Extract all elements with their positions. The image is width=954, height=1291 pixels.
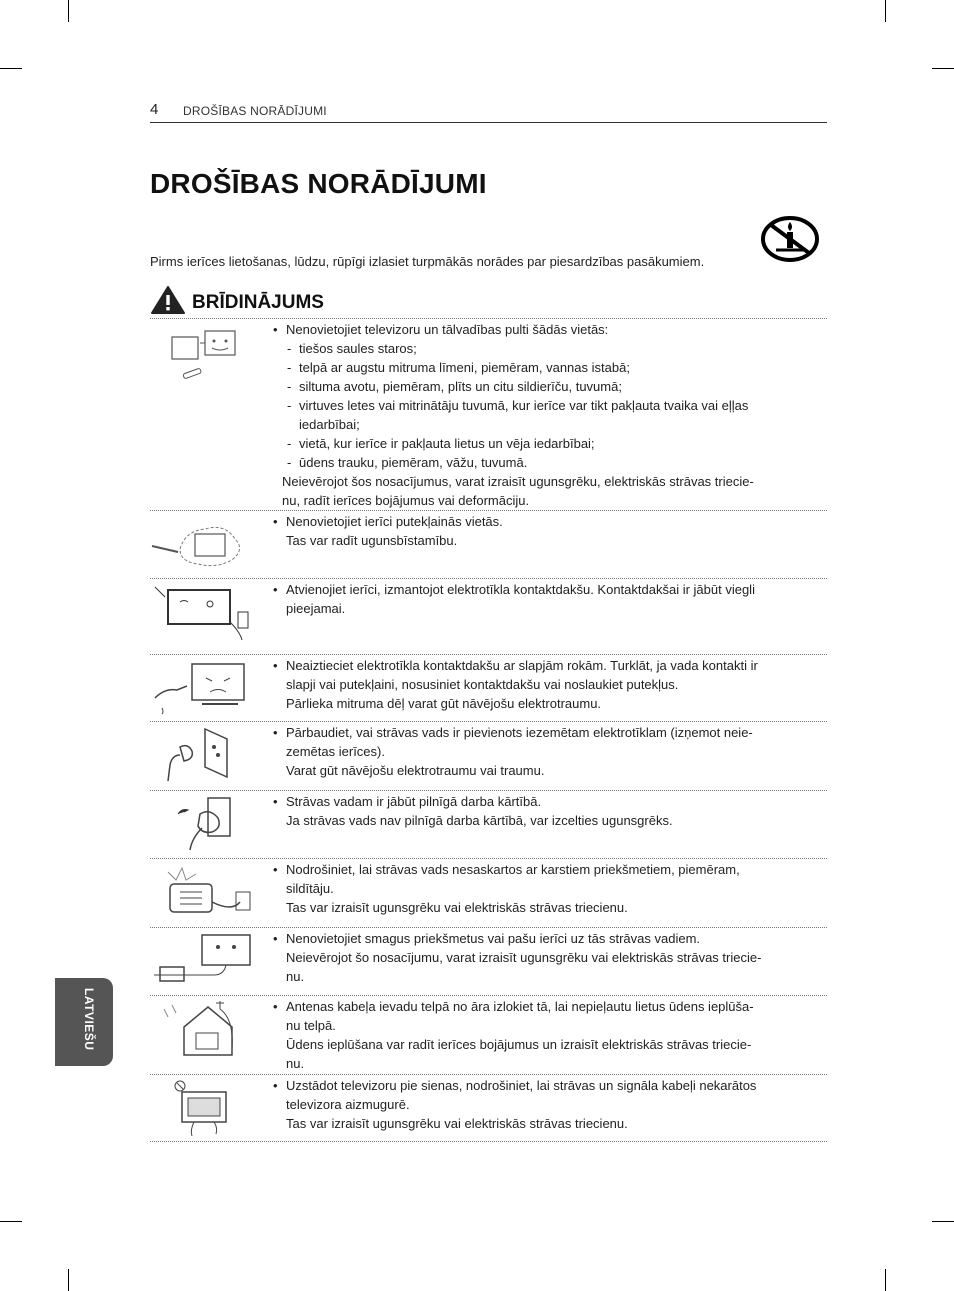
sub-item: - ūdens trauku, piemēram, vāžu, tuvumā.	[272, 453, 807, 472]
detail-text: Varat gūt nāvējošu elektrotraumu vai traumu.	[286, 763, 545, 778]
wet-hands-illustration	[150, 658, 260, 718]
list-item	[150, 579, 827, 655]
power-cord-condition-illustration	[150, 794, 260, 854]
antenna-cable-illustration	[150, 999, 260, 1059]
warning-list	[150, 318, 827, 1142]
detail-text: slapji vai putekļaini, nosusiniet kontaktdakšu vai noslaukiet putekļus.	[286, 677, 679, 692]
detail-text: Ūdens ieplūšana var radīt ierīces bojājumus un izraisīt elektriskās strāvas triecie-	[286, 1037, 752, 1052]
sub-item: - virtuves letes vai mitrinātāju tuvumā, kur ierīce var tikt pakļauta tvaika vai eļļas	[272, 396, 807, 415]
grounded-outlet-illustration	[150, 725, 260, 785]
crop-mark	[885, 1269, 886, 1291]
detail-text: Neievērojot šo nosacījumu, varat izraisīt ugunsgrēku vai elektriskās strāvas triecie-	[286, 950, 762, 965]
detail-text: nu telpā.	[286, 1018, 336, 1033]
bullet-text: • Nenovietojiet ierīci putekļainās vietās.	[272, 512, 807, 531]
crop-mark	[0, 1221, 22, 1222]
bullet-text: • Nodrošiniet, lai strāvas vads nesaskartos ar karstiem priekšmetiem, piemēram,	[272, 860, 807, 879]
warning-label: BRĪDINĀJUMS	[192, 292, 324, 313]
detail-text: Tas var radīt ugunsbīstamību.	[286, 533, 458, 548]
detail-text: Pārlieka mitruma dēļ varat gūt nāvējošu elektrotraumu.	[286, 696, 602, 711]
note-text: nu, radīt ierīces bojājumus vai deformāciju.	[282, 493, 530, 508]
unplug-illustration	[150, 582, 260, 642]
detail-text: sildītāju.	[286, 881, 334, 896]
sub-item: - tiešos saules staros;	[272, 339, 807, 358]
list-item	[150, 1075, 827, 1142]
page-number: 4	[150, 101, 159, 118]
sub-item: - telpā ar augstu mitruma līmeni, piemēram, vannas istabā;	[272, 358, 807, 377]
no-candle-icon	[760, 214, 820, 264]
detail-text: pieejamai.	[286, 601, 346, 616]
detail-text: Tas var izraisīt ugunsgrēku vai elektriskās strāvas triecienu.	[286, 1116, 628, 1131]
sub-item-cont: iedarbībai;	[299, 417, 360, 432]
list-item	[150, 655, 827, 722]
bullet-text: • Antenas kabeļa ievadu telpā no āra izlokiet tā, lai nepieļautu lietus ūdens ieplūša-	[272, 997, 807, 1016]
crop-mark	[885, 0, 886, 22]
crop-mark	[932, 68, 954, 69]
bullet-text: • Nenovietojiet smagus priekšmetus vai pašu ierīci uz tās strāvas vadiem.	[272, 929, 807, 948]
bullet-text: • Neaiztieciet elektrotīkla kontaktdakšu ar slapjām rokām. Turklāt, ja vada kontakti ir	[272, 656, 807, 675]
wall-mount-cables-illustration	[150, 1078, 260, 1138]
detail-text: nu.	[286, 969, 305, 984]
page-title: DROŠĪBAS NORĀDĪJUMI	[150, 168, 487, 199]
warning-triangle-icon	[150, 285, 186, 315]
tv-remote-illustration	[150, 323, 260, 383]
bullet-text: • Atvienojiet ierīci, izmantojot elektrotīkla kontaktdakšu. Kontaktdakšai ir jābūt viegli	[272, 580, 807, 599]
heavy-object-on-cord-illustration	[150, 931, 260, 991]
hot-heater-illustration	[150, 862, 260, 922]
bullet-text: • Uzstādot televizoru pie sienas, nodrošiniet, lai strāvas un signāla kabeļi nekarātos	[272, 1076, 807, 1095]
detail-text: televizora aizmugurē.	[286, 1097, 410, 1112]
bullet-text: • Nenovietojiet televizoru un tālvadības pulti šādās vietās:	[272, 320, 807, 339]
list-item	[150, 791, 827, 859]
sub-item: - siltuma avotu, piemēram, plīts un citu sildierīču, tuvumā;	[272, 377, 807, 396]
list-item	[150, 928, 827, 996]
list-item	[150, 996, 827, 1075]
list-item	[150, 319, 827, 511]
detail-text: nu.	[286, 1056, 305, 1071]
list-item	[150, 511, 827, 579]
language-label: LATVIEŠU	[82, 988, 96, 1051]
crop-mark	[932, 1221, 954, 1222]
list-item	[150, 859, 827, 928]
note-text: Neievērojot šos nosacījumus, varat izraisīt ugunsgrēku, elektriskās strāvas triecie-	[282, 474, 754, 489]
intro-text: Pirms ierīces lietošanas, lūdzu, rūpīgi izlasiet turpmākās norādes par piesardzības pasākumiem.	[150, 254, 705, 269]
dusty-tv-illustration	[150, 514, 260, 574]
crop-mark	[68, 0, 69, 22]
detail-text: Tas var izraisīt ugunsgrēku vai elektriskās strāvas triecienu.	[286, 900, 628, 915]
crop-mark	[68, 1269, 69, 1291]
running-title: DROŠĪBAS NORĀDĪJUMI	[183, 104, 327, 118]
sub-item: - vietā, kur ierīce ir pakļauta lietus un vēja iedarbībai;	[272, 434, 807, 453]
detail-text: zemētas ierīces).	[286, 744, 385, 759]
warning-heading	[150, 283, 827, 317]
page-header	[150, 101, 827, 123]
bullet-text: • Pārbaudiet, vai strāvas vads ir pievienots iezemētam elektrotīklam (izņemot neie-	[272, 723, 807, 742]
crop-mark	[0, 68, 22, 69]
detail-text: Ja strāvas vads nav pilnīgā darba kārtībā, var izcelties ugunsgrēks.	[286, 813, 673, 828]
list-item	[150, 722, 827, 791]
bullet-text: • Strāvas vadam ir jābūt pilnīgā darba kārtībā.	[272, 792, 807, 811]
